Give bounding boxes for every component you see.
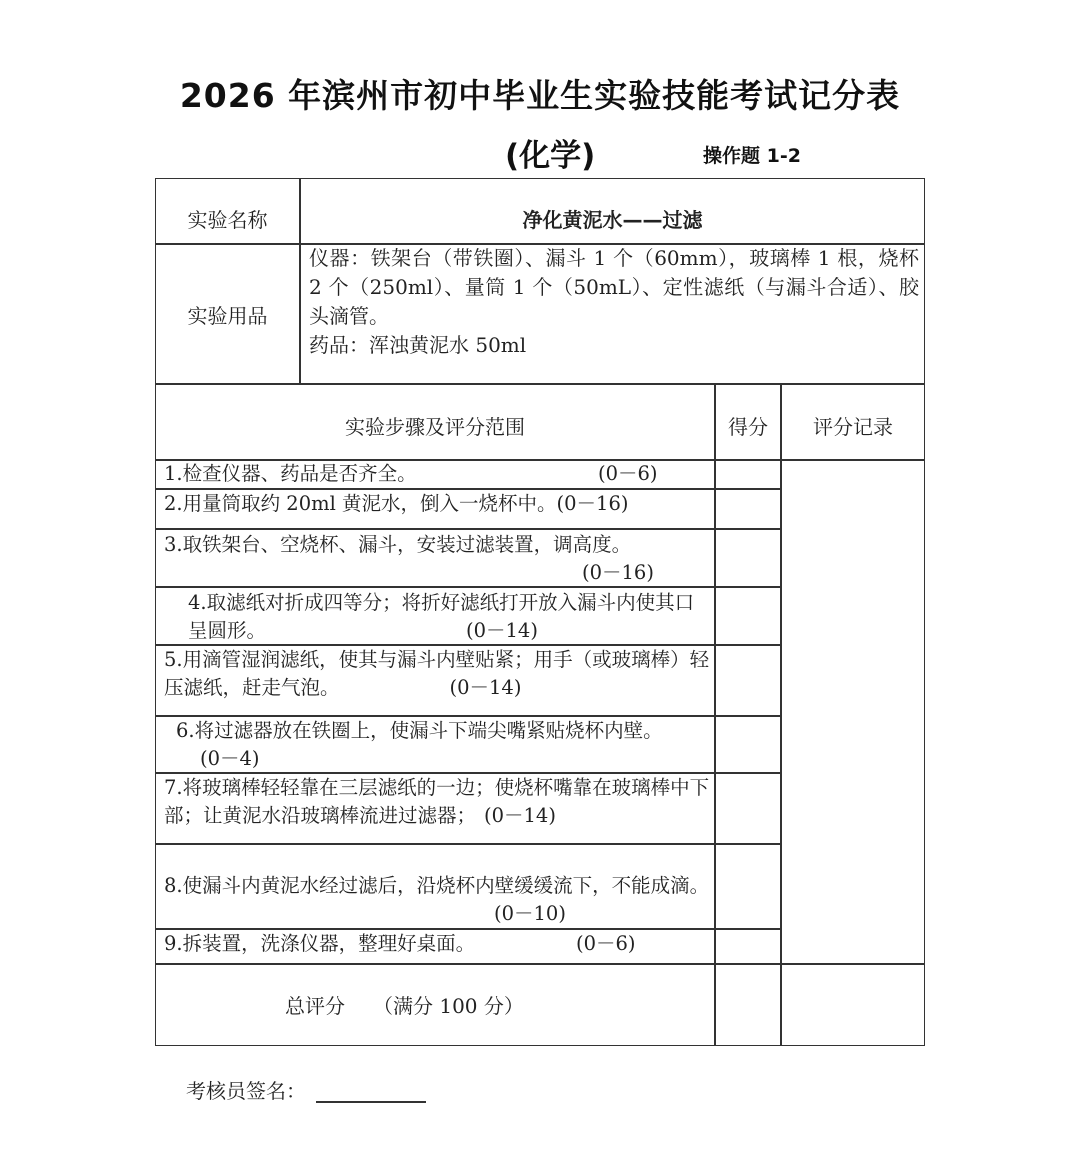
page-title: 2026 年滨州市初中毕业生实验技能考试记分表 [179, 76, 901, 115]
step-text: 9.拆装置，洗涤仪器，整理好桌面。 [164, 932, 476, 955]
step-text: 3.取铁架台、空烧杯、漏斗，安装过滤装置，调高度。 [164, 533, 632, 556]
step-9 [164, 930, 710, 958]
score-header: 得分 [728, 415, 768, 439]
step-range: (0－10) [494, 902, 566, 925]
table-rule [780, 383, 782, 1046]
total-note: （满分 100 分） [373, 994, 524, 1018]
step-2 [164, 490, 710, 518]
step-1 [164, 460, 710, 488]
table-rule [155, 528, 781, 530]
step-range: (0－4) [200, 747, 260, 770]
experiment-name-value: 净化黄泥水——过滤 [522, 208, 703, 232]
step-text: 4.取滤纸对折成四等分；将折好滤纸打开放入漏斗内使其口呈圆形。 [188, 591, 695, 642]
instruments-text: 仪器：铁架台（带铁圈）、漏斗 1 个（60mm），玻璃棒 1 根，烧杯 2 个（250ml）、量筒 1 个（50mL）、定性滤纸（与漏斗合适）、胶头滴管。 [309, 246, 919, 328]
table-rule [714, 383, 716, 1046]
step-text: 7.将玻璃棒轻轻靠在三层滤纸的一边；使烧杯嘴靠在玻璃棒中下部；让黄泥水沿玻璃棒流进过滤器； [164, 776, 710, 827]
step-text: 6.将过滤器放在铁圈上，使漏斗下端尖嘴紧贴烧杯内壁。 [176, 719, 663, 742]
step-range: (0－16) [556, 492, 629, 515]
step-range: (0－6) [576, 932, 636, 955]
question-number: 操作题 1-2 [703, 145, 801, 167]
step-text: 8.使漏斗内黄泥水经过滤后，沿烧杯内壁缓缓流下，不能成滴。 [164, 874, 710, 897]
step-range: (0－14) [449, 676, 522, 699]
step-8 [164, 872, 710, 928]
step-5 [164, 646, 710, 702]
step-text: 5.用滴管湿润滤纸，使其与漏斗内壁贴紧；用手（或玻璃棒）轻压滤纸，赶走气泡。 [164, 648, 710, 699]
table-rule [155, 383, 925, 385]
signature-line [316, 1101, 426, 1103]
step-range: (0－14) [484, 804, 556, 827]
experiment-name-label: 实验名称 [187, 208, 268, 232]
step-range: (0－16) [582, 561, 654, 584]
reagents-text: 药品：浑浊黄泥水 50ml [309, 333, 527, 357]
step-text: 2.用量筒取约 20ml 黄泥水，倒入一烧杯中。 [164, 492, 557, 515]
examiner-signature-label: 考核员签名： [186, 1079, 306, 1103]
table-rule [155, 843, 781, 845]
step-4 [188, 589, 710, 645]
step-3 [164, 531, 710, 587]
step-text: 1.检查仪器、药品是否齐全。 [164, 462, 417, 485]
steps-header: 实验步骤及评分范围 [345, 415, 525, 439]
subject-label: (化学) [505, 138, 596, 174]
step-6 [176, 717, 710, 773]
total-score-label [285, 992, 524, 1021]
step-range: (0－14) [466, 619, 538, 642]
record-header: 评分记录 [813, 415, 893, 439]
supplies-label: 实验用品 [187, 304, 268, 328]
table-rule [155, 963, 925, 965]
step-7 [164, 774, 710, 830]
supplies-content [309, 244, 919, 360]
total-label: 总评分 [285, 994, 345, 1018]
step-range: (0－6) [598, 462, 658, 485]
